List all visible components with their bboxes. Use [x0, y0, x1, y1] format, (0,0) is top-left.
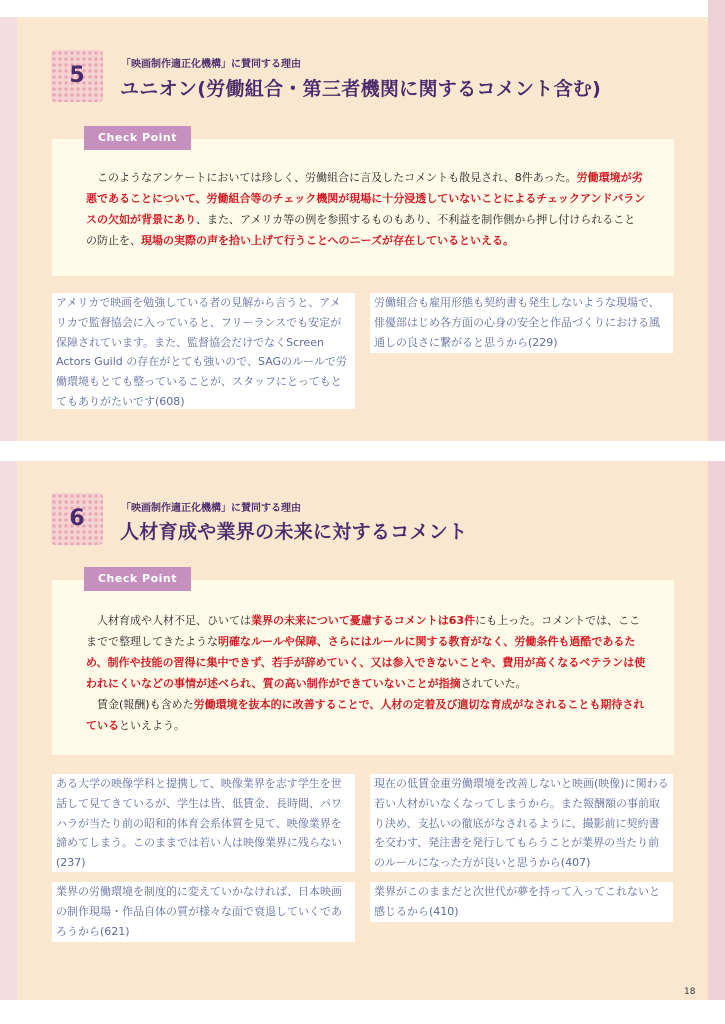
checkpoint-text — [86, 167, 646, 251]
bottom-margin — [0, 1000, 725, 1024]
quote-card: 現在の低賃金重労働環境を改善しないと映画(映像)に関わる若い人材がいなくなってしまうから。また報酬額の事前取り決め、支払いの徹底がなされるように、撮影前に契約書を交わす、発注書を発行してもらうことが業界の当たり前のルールになった方が良いと思うから(407) — [370, 774, 673, 872]
checkpoint-paragraph — [86, 167, 646, 251]
checkpoint-highlight: 労働環境を抜本的に改善することで、人材の定着及び適切な育成がなされることも期待されている — [86, 698, 645, 732]
section-number: 6 — [69, 506, 85, 531]
quote-card: 業界がこのままだと次世代が夢を持って入ってこれないと感じるから(410) — [370, 882, 673, 922]
quote-card: ある大学の映像学科と提携して、映像業界を志す学生を世話して見てきているが、学生は皆、低賃金、長時間、パワハラが当たり前の昭和的体育会系体質を見て、映像業界を諦めてしまう。このままでは若い人は映像業界に残らない(237) — [52, 774, 355, 872]
top-margin — [0, 0, 725, 17]
section-number: 5 — [69, 63, 85, 88]
checkpoint-text — [86, 610, 646, 736]
checkpoint-highlight: 現場の実際の声を拾い上げて行うことへのニーズが存在しているといえる。 — [141, 234, 515, 247]
checkpoint-highlight: 明確なルールや保障、さらにはルールに関する教育がなく、労働条件も過酷であるため、制作や技能の習得に集中できず、若手が辞めていく、又は参入できないことや、費用が高くなるベテランは使われにくいなどの事情が述べられ、質の高い制作ができていないことが指摘 — [86, 635, 646, 690]
quote-card: アメリカで映画を勉強している者の見解から言うと、アメリカで監督協会に入っていると、フリーランスでも安定が保障されています。また、監督協会だけでなくScreen Actors Guild の存在がとても強いので、SAGのルールで労働環境もとても整っていることが、スタッフにとってもとてもありがたいです(608) — [52, 293, 355, 409]
checkpoint-run: このようなアンケートにおいては珍しく、労働組合に言及したコメントも散見され、8件あった。 — [86, 171, 577, 184]
checkpoint-run: といえよう。 — [119, 719, 185, 732]
checkpoint-highlight: 労働環境が劣悪であることについて、労働組合等のチェック機関が現場に十分浸透していないことによるチェックアンドバランスの欠如が背景にあり — [86, 171, 646, 226]
checkpoint-paragraph — [86, 610, 646, 694]
section-number-badge — [51, 493, 103, 545]
checkpoint-run: 、また、アメリカ等の例を参照するものもあり、不利益を制作側から押し付けられることの防止を、 — [86, 213, 636, 247]
checkpoint-run: 賃金(報酬)も含めた — [86, 698, 194, 711]
section-title: 人材育成や業界の未来に対するコメント — [120, 521, 468, 543]
quote-card: 業界の労働環境を制度的に変えていかなければ、日本映画の制作現場・作品自体の質が様々な面で衰退していくであろうから(621) — [52, 882, 355, 942]
section-kicker: 「映画制作適正化機構」に賛同する理由 — [121, 59, 301, 70]
side-band — [708, 0, 725, 1024]
checkpoint-tab: Check Point — [84, 567, 191, 591]
quote-card: 労働組合も雇用形態も契約書も発生しないような現場で、俳優部はじめ各方面の心身の安全と作品づくりにおける風通しの良さに繋がると思うから(229) — [370, 293, 673, 353]
checkpoint-highlight: 業界の未来について憂慮するコメントは63件 — [251, 614, 476, 627]
section-kicker: 「映画制作適正化機構」に賛同する理由 — [121, 503, 301, 514]
page-number: 18 — [684, 987, 696, 997]
checkpoint-run: されていた。 — [460, 677, 527, 690]
checkpoint-run: にも上った。コメントでは、ここまでで整理してきたような — [86, 614, 641, 648]
checkpoint-tab: Check Point — [84, 126, 191, 150]
checkpoint-box — [52, 580, 674, 755]
section-number-badge — [51, 50, 103, 102]
checkpoint-run: 人材育成や人材不足、ひいては — [86, 614, 251, 627]
section-divider — [0, 441, 725, 461]
checkpoint-box — [52, 139, 674, 276]
checkpoint-paragraph — [86, 694, 646, 736]
section-title: ユニオン(労働組合・第三者機関に関するコメント含む) — [120, 78, 602, 100]
